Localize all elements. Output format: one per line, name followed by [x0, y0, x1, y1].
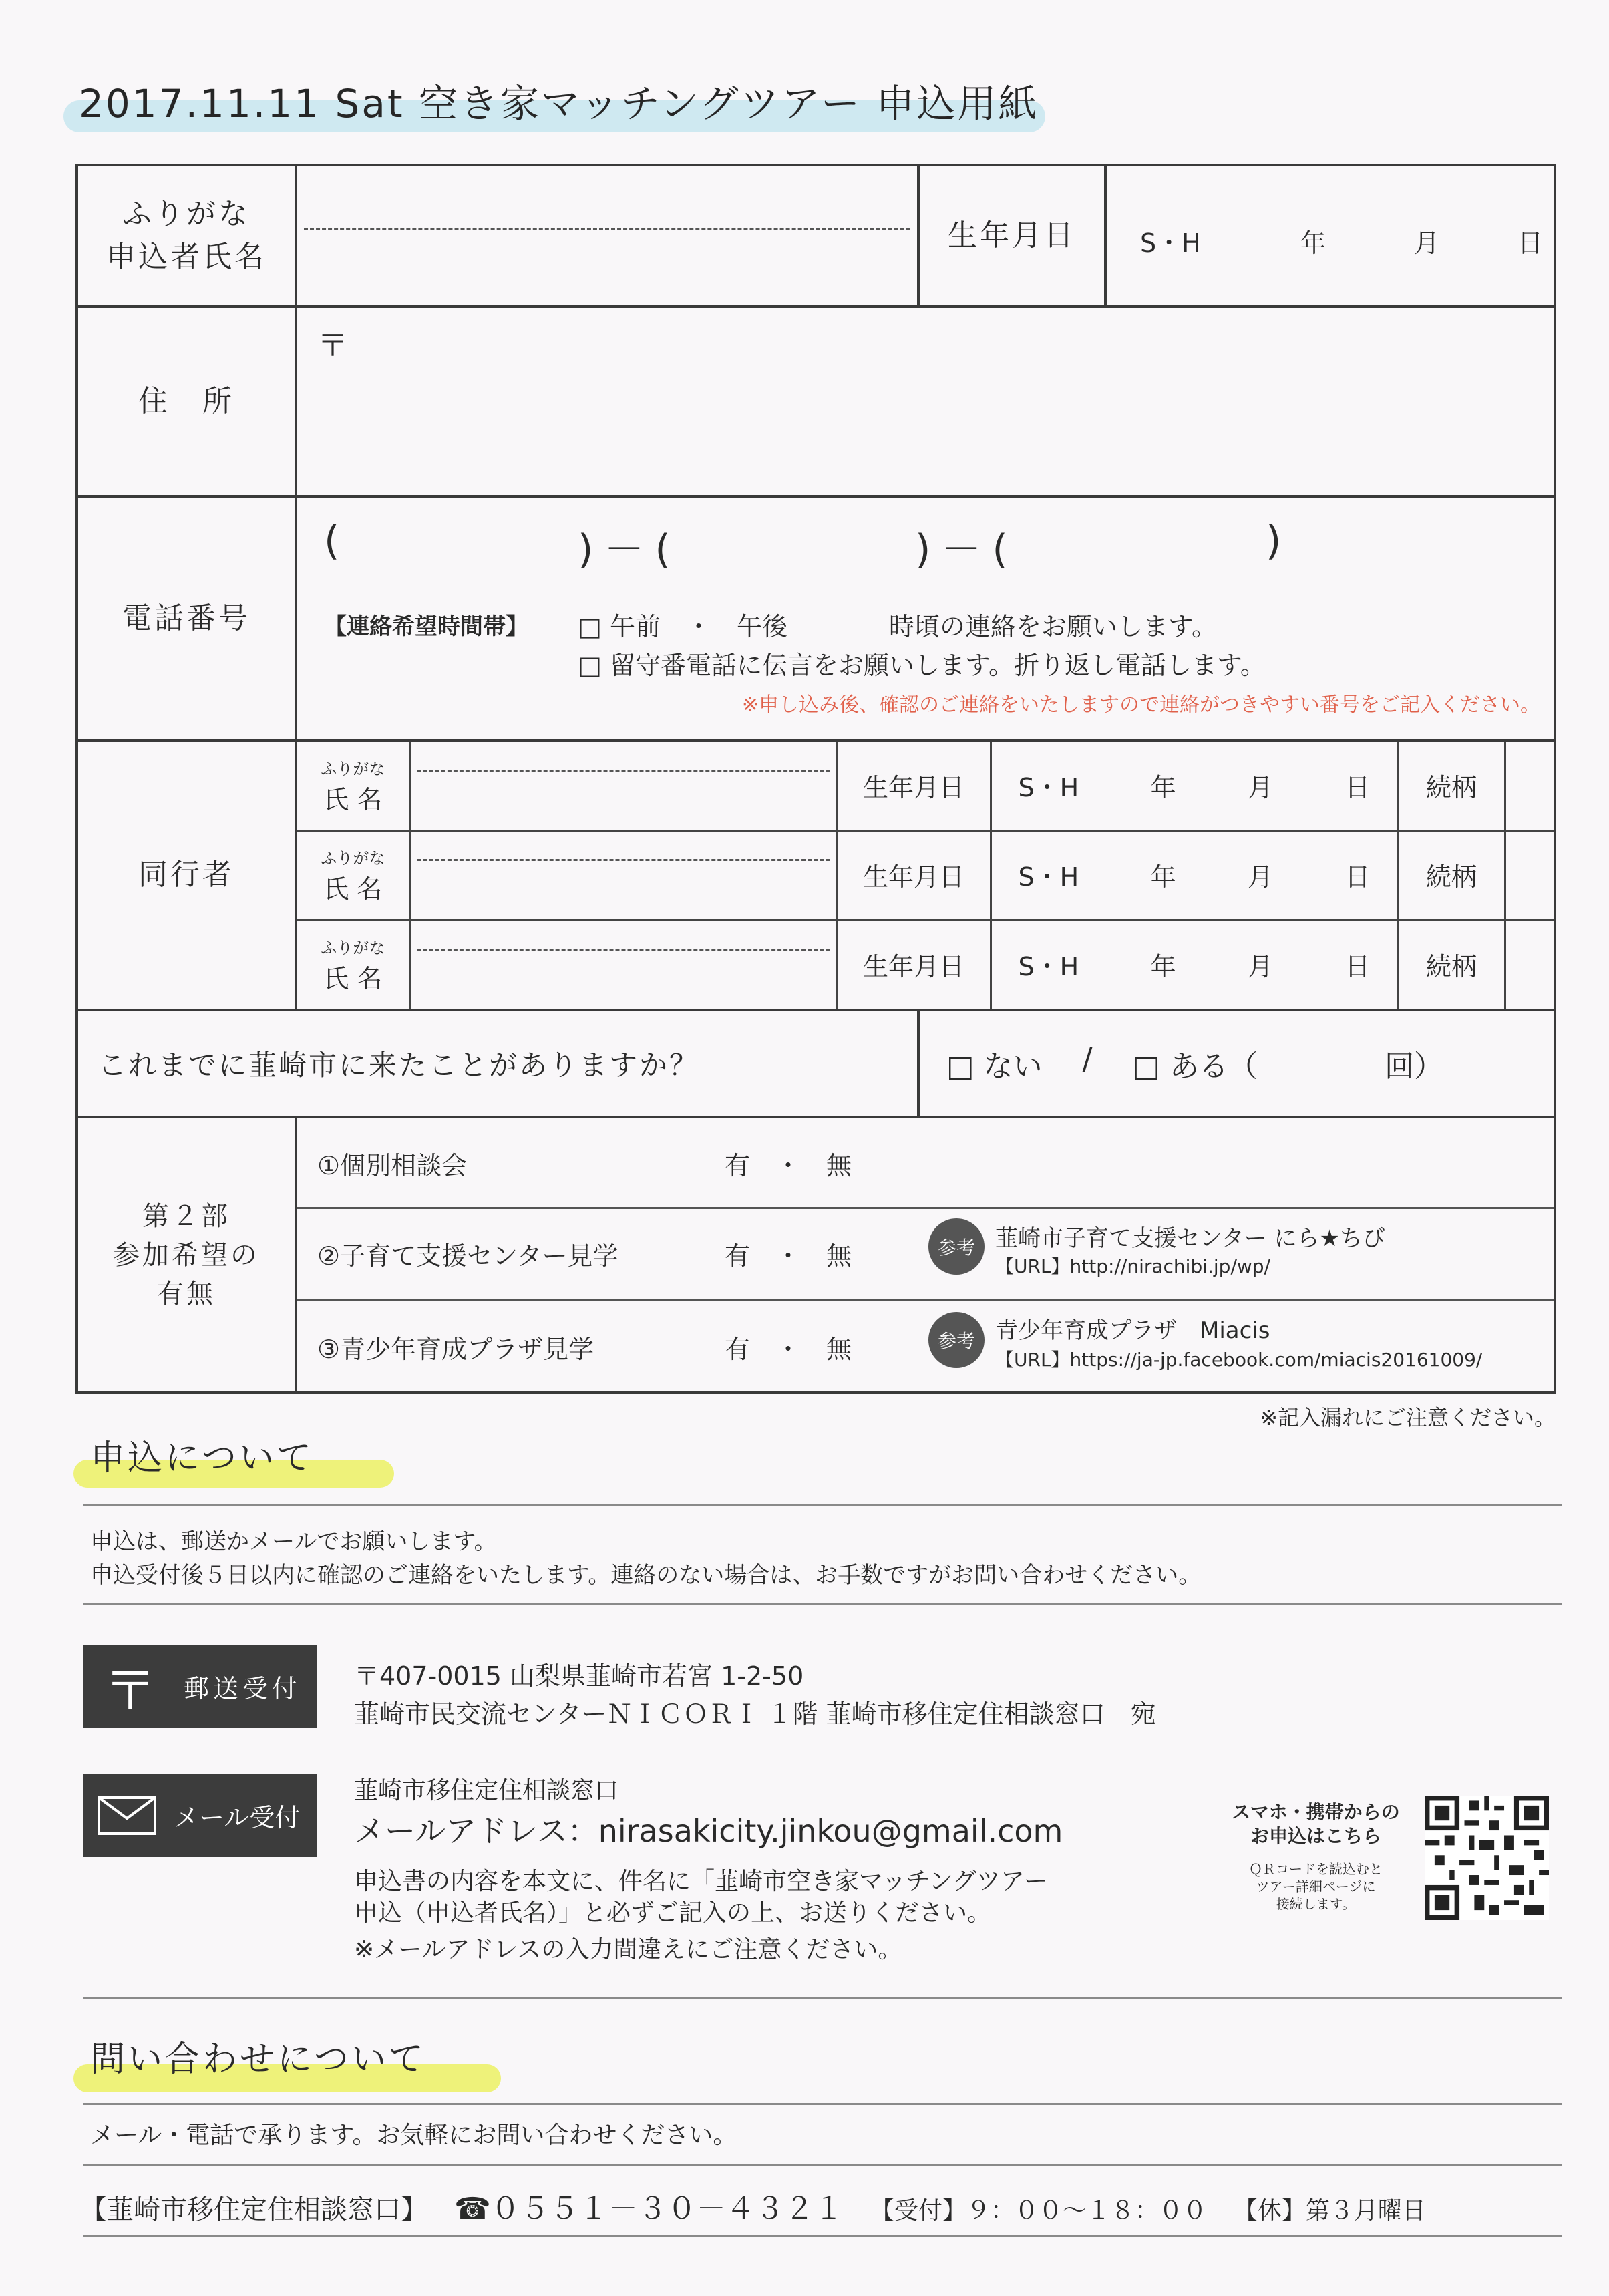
applicant-label-cell: [77, 165, 296, 307]
section-rule: [83, 1997, 1562, 1999]
qr-caption: スマホ・携帯からの お申込はこちら: [1232, 1801, 1400, 1847]
applicant-name-field[interactable]: [296, 165, 918, 307]
companion-relation-label: 続柄: [1398, 830, 1505, 919]
companions-label: 同行者: [77, 740, 296, 1010]
mail-address[interactable]: メールアドレス：nirasakicity.jinkou@gmail.com: [354, 1813, 1063, 1849]
phone-field[interactable]: [296, 496, 1555, 740]
companion-birth-label: 生年月日: [837, 742, 991, 830]
page-title: 2017.11.11 Sat 空き家マッチングツアー 申込用紙: [79, 81, 1039, 126]
companion-birth-label: 生年月日: [837, 830, 991, 919]
part2-divider: [297, 1207, 1554, 1209]
companion-relation-field[interactable]: [1505, 742, 1554, 830]
post-address-2: 韮崎市民交流センターＮＩＣＯＲＩ １階 韮崎市移住定住相談窓口 宛: [354, 1699, 1156, 1729]
companion-name-label: ふりがな 氏 名: [297, 742, 409, 830]
section-rule: [83, 2103, 1562, 2105]
part2-choice[interactable]: 有 ・ 無: [725, 1151, 852, 1180]
part2-item-childcare: ②子育て支援センター見学: [317, 1241, 618, 1271]
mail-receipt-box: [83, 1774, 317, 1857]
furigana-divider: [304, 228, 910, 230]
visited-question: これまでに韮崎市に来たことがありますか？: [77, 1010, 918, 1117]
era-label: S・H: [1140, 228, 1201, 258]
mail-receipt-label: メール受付: [174, 1803, 301, 1832]
day-label: 日: [1517, 228, 1544, 258]
phone-sep1: )－(: [578, 526, 681, 573]
visited-no-checkbox[interactable]: □ ない: [946, 1049, 1043, 1084]
phone-note: ※申し込み後、確認のご連絡をいたしますので連絡がつきやすい番号をご記入ください。: [741, 693, 1540, 717]
mail-note-1: 申込書の内容を本文に、件名に「韮崎市空き家マッチングツアー: [354, 1868, 1048, 1895]
companion-birth-field[interactable]: S・H 年 月 日: [991, 919, 1398, 1009]
post-receipt-label: 郵送受付: [184, 1674, 302, 1703]
apply-line-1: 申込は、郵送かメールでお願いします。: [90, 1528, 497, 1555]
reference-badge: 参考: [928, 1218, 985, 1275]
visited-slash: /: [1082, 1042, 1093, 1076]
section-rule: [83, 2164, 1562, 2166]
inquiry-phone[interactable]: ☎０５５１－３０－４３２１: [454, 2192, 844, 2226]
birth-label: 生年月日: [918, 165, 1105, 307]
application-form: [75, 164, 1556, 1394]
ref1-url[interactable]: 【URL】http://nirachibi.jp/wp/: [995, 1255, 1270, 1277]
phone-close: ): [1266, 518, 1282, 564]
section-rule: [83, 1504, 1562, 1506]
companion-name-label: ふりがな 氏 名: [297, 919, 409, 1009]
companion-row: [297, 830, 1554, 919]
address-field[interactable]: [296, 307, 1555, 496]
visited-yes-checkbox[interactable]: □ ある（: [1132, 1049, 1258, 1084]
post-receipt-box: [83, 1645, 317, 1728]
visited-answer[interactable]: [918, 1010, 1555, 1117]
companion-relation-field[interactable]: [1505, 919, 1554, 1009]
companion-relation-field[interactable]: [1505, 830, 1554, 919]
companion-row: [297, 742, 1554, 830]
ref2-title: 青少年育成プラザ Miacis: [995, 1317, 1270, 1344]
part2-item-youth-plaza: ③青少年育成プラザ見学: [317, 1335, 594, 1364]
mail-note-3: ※メールアドレスの入力間違えにご注意ください。: [354, 1936, 902, 1963]
contact-option-2[interactable]: □ 留守番電話に伝言をお願いします。折り返し電話します。: [578, 651, 1266, 680]
birth-field[interactable]: [1105, 165, 1555, 307]
ref2-url[interactable]: 【URL】https://ja-jp.facebook.com/miacis20161009/: [995, 1349, 1483, 1371]
phone-label: 電話番号: [77, 496, 296, 740]
companion-birth-label: 生年月日: [837, 919, 991, 1009]
inquiry-hours: 【受付】９：００～１８：００: [870, 2197, 1207, 2225]
post-address-1: 〒407-0015 山梨県韮崎市若宮 1-2-50: [354, 1661, 804, 1691]
companion-name-field[interactable]: [409, 830, 837, 919]
year-label: 年: [1300, 228, 1326, 258]
contact-option-1[interactable]: □ 午前 ・ 午後 時頃の連絡をお願いします。: [578, 612, 1217, 641]
contact-time-label: 【連絡希望時間帯】: [324, 613, 528, 640]
companion-name-field[interactable]: [409, 919, 837, 1009]
part2-choice[interactable]: 有 ・ 無: [725, 1335, 852, 1364]
inquiry-office: 【韮崎市移住定住相談窓口】: [80, 2194, 427, 2225]
applicant-name-label: 申込者氏名: [106, 240, 266, 274]
section-rule: [83, 2235, 1562, 2237]
month-label: 月: [1414, 228, 1440, 258]
inquiry-line: メール・電話で承ります。お気軽にお問い合わせください。: [90, 2122, 737, 2149]
furigana-label: ふりがな: [122, 197, 250, 231]
part2-choice[interactable]: 有 ・ 無: [725, 1241, 852, 1271]
apply-line-2: 申込受付後５日以内に確認のご連絡をいたします。連絡のない場合は、お手数ですがお問い合わせください。: [90, 1562, 1202, 1589]
companions-cell: [296, 740, 1555, 1010]
inquiry-heading: 問い合わせについて: [90, 2039, 426, 2080]
mail-office: 韮崎市移住定住相談窓口: [354, 1777, 619, 1804]
section-rule: [83, 1603, 1562, 1605]
ref1-title: 韮崎市子育て支援センター にら★ちび: [995, 1225, 1385, 1252]
mail-note-2: 申込（申込者氏名）」と必ずご記入の上、お送りください。: [354, 1899, 992, 1927]
inquiry-closed: 【休】第３月曜日: [1233, 2197, 1426, 2225]
companion-relation-label: 続柄: [1398, 919, 1505, 1009]
companion-birth-field[interactable]: S・H 年 月 日: [991, 830, 1398, 919]
visited-times: 回）: [1384, 1049, 1443, 1084]
part2-divider: [297, 1299, 1554, 1301]
postal-mark: 〒: [317, 327, 348, 363]
apply-heading: 申込について: [90, 1438, 314, 1478]
companion-name-field[interactable]: [409, 742, 837, 830]
reference-badge: 参考: [928, 1312, 985, 1368]
qr-code[interactable]: [1425, 1796, 1549, 1920]
phone-sep2: )－(: [915, 526, 1019, 573]
envelope-icon: [97, 1796, 157, 1836]
companion-name-label: ふりがな 氏 名: [297, 830, 409, 919]
address-label: 住 所: [77, 307, 296, 496]
part2-label: 第２部 参加希望の 有無: [77, 1117, 296, 1393]
phone-open: (: [324, 518, 340, 564]
companion-row: [297, 919, 1554, 1009]
post-mark-icon: 〒: [104, 1660, 157, 1722]
qr-description: ＱＲコードを読込むと ツアー詳細ページに 接続します。: [1249, 1861, 1383, 1912]
part2-item-individual: ①個別相談会: [317, 1151, 468, 1180]
fill-note: ※記入漏れにご注意ください。: [1260, 1405, 1556, 1430]
companion-birth-field[interactable]: S・H 年 月 日: [991, 742, 1398, 830]
part2-options: [296, 1117, 1555, 1393]
inquiry-contact-row: [80, 2184, 1426, 2227]
companion-relation-label: 続柄: [1398, 742, 1505, 830]
